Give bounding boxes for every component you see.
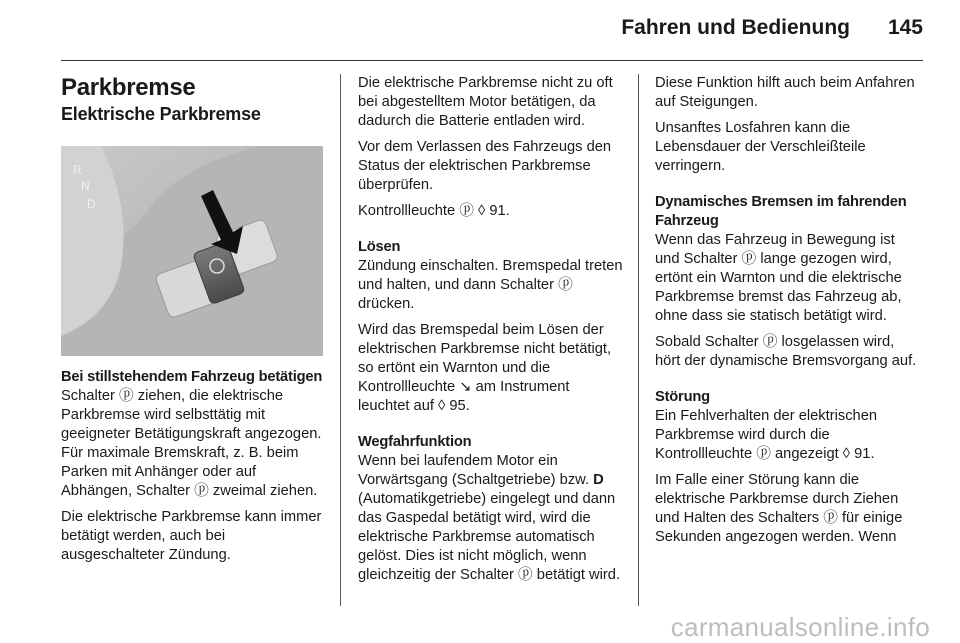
text-span: Wenn bei laufendem Motor ein Vorwärtsgang (Schaltgetriebe) bzw. [358, 453, 594, 488]
sub-title: Elektrische Parkbremse [61, 104, 261, 124]
heading-dynamic-braking: Dynamisches Bremsen im fahrenden Fahrzeug [655, 194, 907, 229]
paragraph: Die elektrische Parkbremse nicht zu oft bei abgestelltem Motor betätigen, da dadurch die Batterie entladen wird. [358, 75, 613, 129]
heading-malfunction: Störung [655, 389, 710, 405]
column-divider-1 [340, 74, 341, 606]
paragraph: Vor dem Verlassen des Fahrzeugs den Status der elektrischen Parkbremse überprüfen. [358, 139, 612, 193]
column-1 [61, 74, 323, 572]
section-title: Parkbremse [61, 74, 196, 101]
paragraph: Im Falle einer Störung kann die elektrische Parkbremse durch Ziehen und Halten des Schalters ⓟ für einige Sekunden angezogen werden. Wenn [655, 472, 903, 545]
watermark: carmanualsonline.info [670, 612, 930, 642]
paragraph: Die elektrische Parkbremse kann immer betätigt werden, auch bei ausgeschalteter Zündung. [61, 509, 322, 563]
paragraph: Sobald Schalter ⓟ losgelassen wird, hört der dynamische Bremsvorgang auf. [655, 334, 917, 369]
parking-brake-figure [61, 146, 323, 356]
heading-release: Lösen [358, 239, 401, 255]
paragraph: Wenn das Fahrzeug in Bewegung ist und Schalter ⓟ lange gezogen wird, ertönt ein Warnton und die elektrische Parkbremse bremst das Fahrzeug ab, ohne dass sie statisch betätigt wird. [655, 232, 902, 324]
paragraph: Diese Funktion hilft auch beim Anfahren auf Steigungen. [655, 75, 915, 110]
paragraph: Schalter ⓟ ziehen, die elektrische Parkbremse wird selbsttätig mit geeigneter Betätigungskraft angezogen. Für maximale Bremskraft, z. B. beim Parken mit Anhänger oder auf Abhängen, Schalter ⓟ zweimal ziehen. [61, 388, 322, 499]
paragraph: Unsanftes Losfahren kann die Lebensdauer der Verschleißteile verringern. [655, 120, 866, 174]
heading-drive-away: Wegfahrfunktion [358, 434, 472, 450]
column-3 [655, 74, 923, 554]
text-span: (Automatikgetriebe) eingelegt und dann das Gaspedal betätigt wird, wird die elektrische Parkbremse automatisch gelöst. Dies ist nicht möglich, wenn gleichzeitig der Schalter ⓟ betätigt wird. [358, 491, 621, 583]
header-rule [61, 60, 923, 61]
paragraph: Zündung einschalten. Bremspedal treten und halten, und dann Schalter ⓟ drücken. [358, 258, 623, 312]
gear-label-d: D [87, 197, 96, 211]
paragraph: Kontrollleuchte ⓟ ◊ 91. [358, 203, 510, 219]
paragraph: Ein Fehlverhalten der elektrischen Parkbremse wird durch die Kontrollleuchte ⓟ angezeigt ◊ 91. [655, 408, 878, 462]
page-number: 145 [887, 16, 923, 39]
paragraph: Wird das Bremspedal beim Lösen der elektrischen Parkbremse nicht betätigt, so ertönt ein Warnton und die Kontrollleuchte ↘ am Instrument leuchtet auf ◊ 95. [358, 322, 612, 414]
heading-apply: Bei stillstehendem Fahrzeug betätigen [61, 369, 323, 385]
console-illustration [61, 146, 323, 356]
paragraph [358, 452, 624, 585]
gear-label-r: R [73, 163, 82, 177]
column-2 [358, 74, 624, 592]
gear-d: D [593, 472, 604, 488]
header-title: Fahren und Bedienung [621, 16, 850, 39]
column-divider-2 [638, 74, 639, 606]
gear-label-n: N [81, 179, 90, 193]
